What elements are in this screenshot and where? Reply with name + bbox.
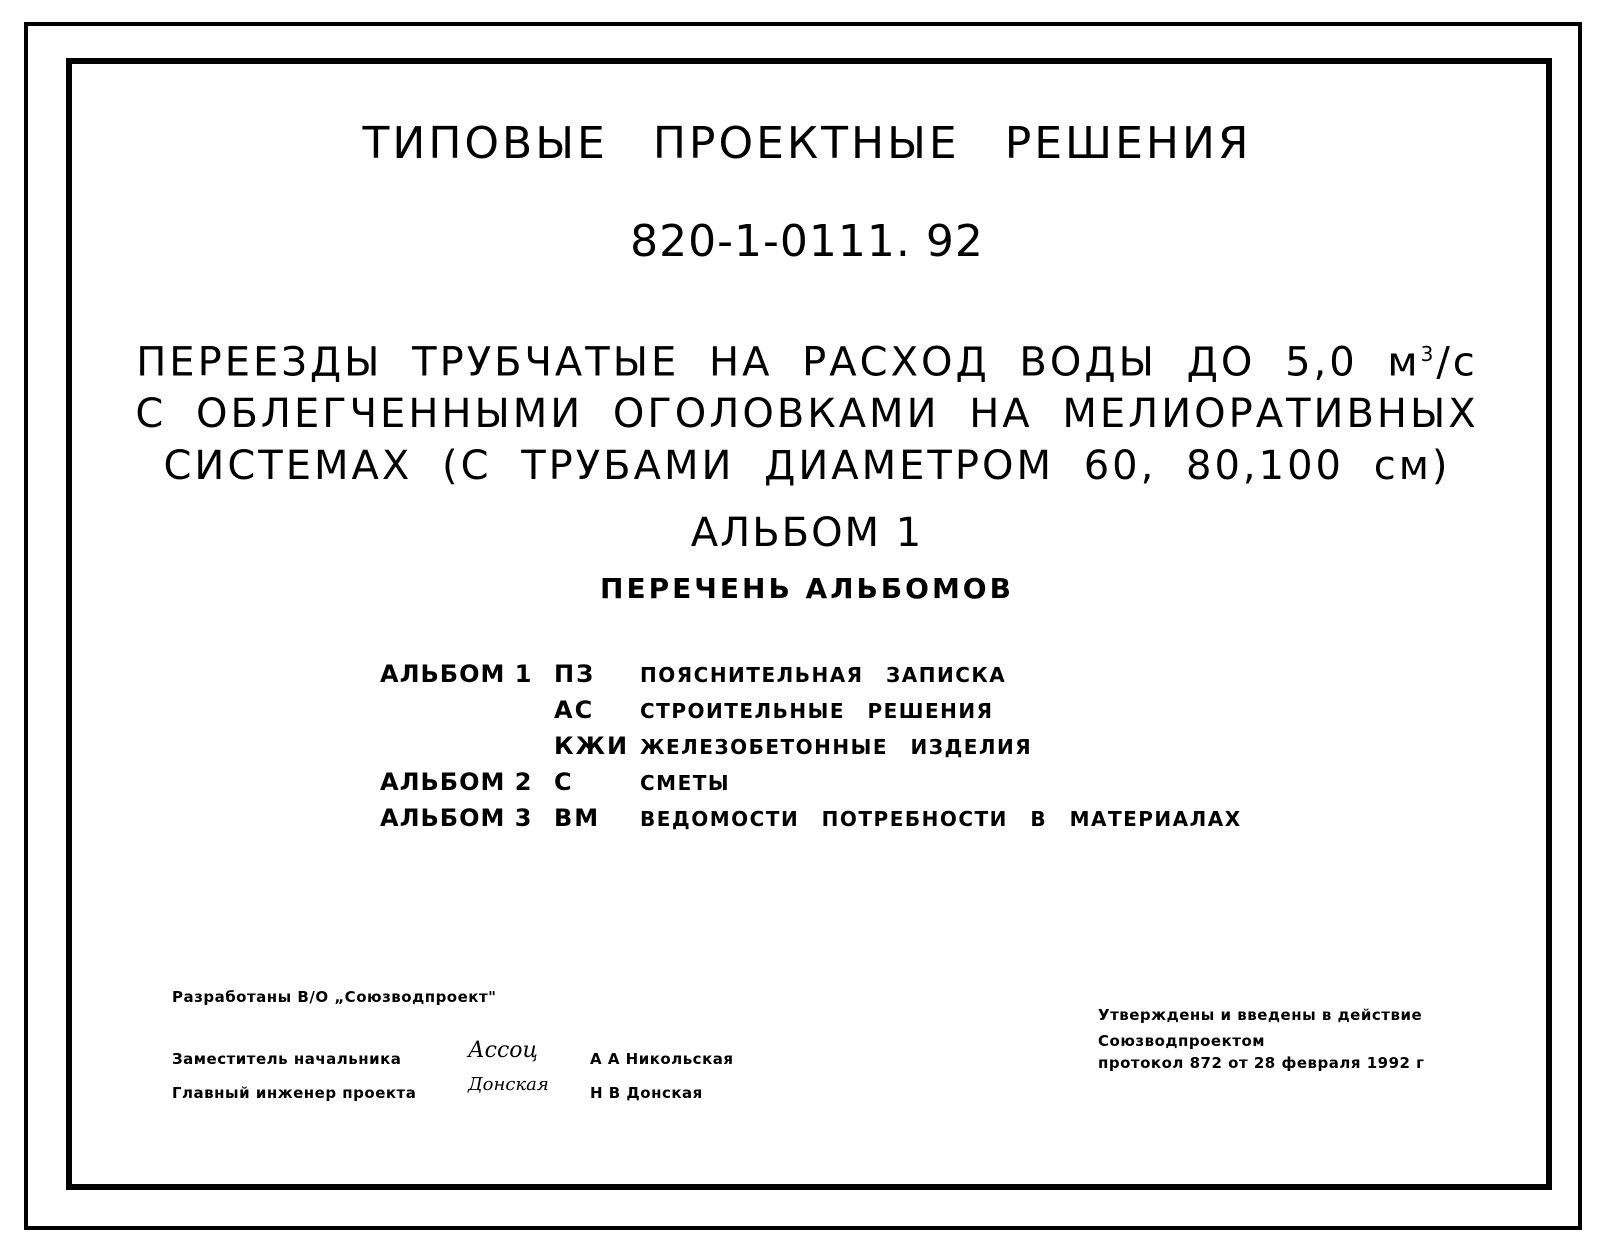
description-line-3: СИСТЕМАХ (С ТРУБАМИ ДИАМЕТРОМ 60, 80,100 см): [163, 443, 1451, 490]
album-code: ПЗ: [554, 660, 596, 688]
cubic-superscript: 3: [1420, 342, 1437, 366]
album-code: КЖИ: [554, 732, 630, 760]
album-list-row: [380, 660, 1242, 696]
album-list: [380, 660, 1242, 840]
approval-line-2: Союзводпроектом: [1098, 1032, 1266, 1050]
album-code: ВМ: [554, 804, 601, 832]
album-name: СМЕТЫ: [640, 771, 731, 795]
project-description: [0, 328, 1614, 492]
album-name: ВЕДОМОСТИ ПОТРЕБНОСТИ В МАТЕРИАЛАХ: [640, 807, 1242, 831]
approval-line-1: Утверждены и введены в действие: [1098, 1006, 1423, 1024]
signature-chief: Донская: [468, 1074, 549, 1095]
deputy-label: Заместитель начальника: [172, 1050, 402, 1068]
album-list-row: [380, 732, 1242, 768]
developer-note: Разработаны В/О „Союзводпроект": [172, 988, 497, 1006]
approval-line-3: протокол 872 от 28 февраля 1992 г: [1098, 1054, 1425, 1072]
album-list-row: [380, 768, 1242, 804]
deputy-name: А А Никольская: [590, 1050, 734, 1068]
description-line-1: ПЕРЕЕЗДЫ ТРУБЧАТЫЕ НА РАСХОД ВОДЫ ДО 5,0 $м^3/с$: [136, 339, 1478, 386]
album-number: АЛЬБОМ 1: [380, 660, 533, 688]
album-name: СТРОИТЕЛЬНЫЕ РЕШЕНИЯ: [640, 699, 994, 723]
chief-engineer-label: Главный инженер проекта: [172, 1084, 417, 1102]
chief-engineer-name: Н В Донская: [590, 1084, 703, 1102]
album-code: С: [554, 768, 574, 796]
album-number: АЛЬБОМ 3: [380, 804, 533, 832]
document-code: 820-1-0111. 92: [630, 216, 984, 267]
document-title: ТИПОВЫЕ ПРОЕКТНЫЕ РЕШЕНИЯ: [362, 118, 1252, 169]
album-code: АС: [554, 696, 595, 724]
album-name: ПОЯСНИТЕЛЬНАЯ ЗАПИСКА: [640, 663, 1007, 687]
album-list-row: [380, 804, 1242, 840]
description-line-2: С ОБЛЕГЧЕННЫМИ ОГОЛОВКАМИ НА МЕЛИОРАТИВНЫХ: [135, 391, 1479, 438]
signature-deputy: Ассоц: [468, 1038, 538, 1063]
album-number: АЛЬБОМ 2: [380, 768, 533, 796]
album-title: АЛЬБОМ 1: [690, 510, 924, 556]
album-list-title: ПЕРЕЧЕНЬ АЛЬБОМОВ: [600, 572, 1014, 605]
album-name: ЖЕЛЕЗОБЕТОННЫЕ ИЗДЕЛИЯ: [640, 735, 1033, 759]
album-list-row: [380, 696, 1242, 732]
